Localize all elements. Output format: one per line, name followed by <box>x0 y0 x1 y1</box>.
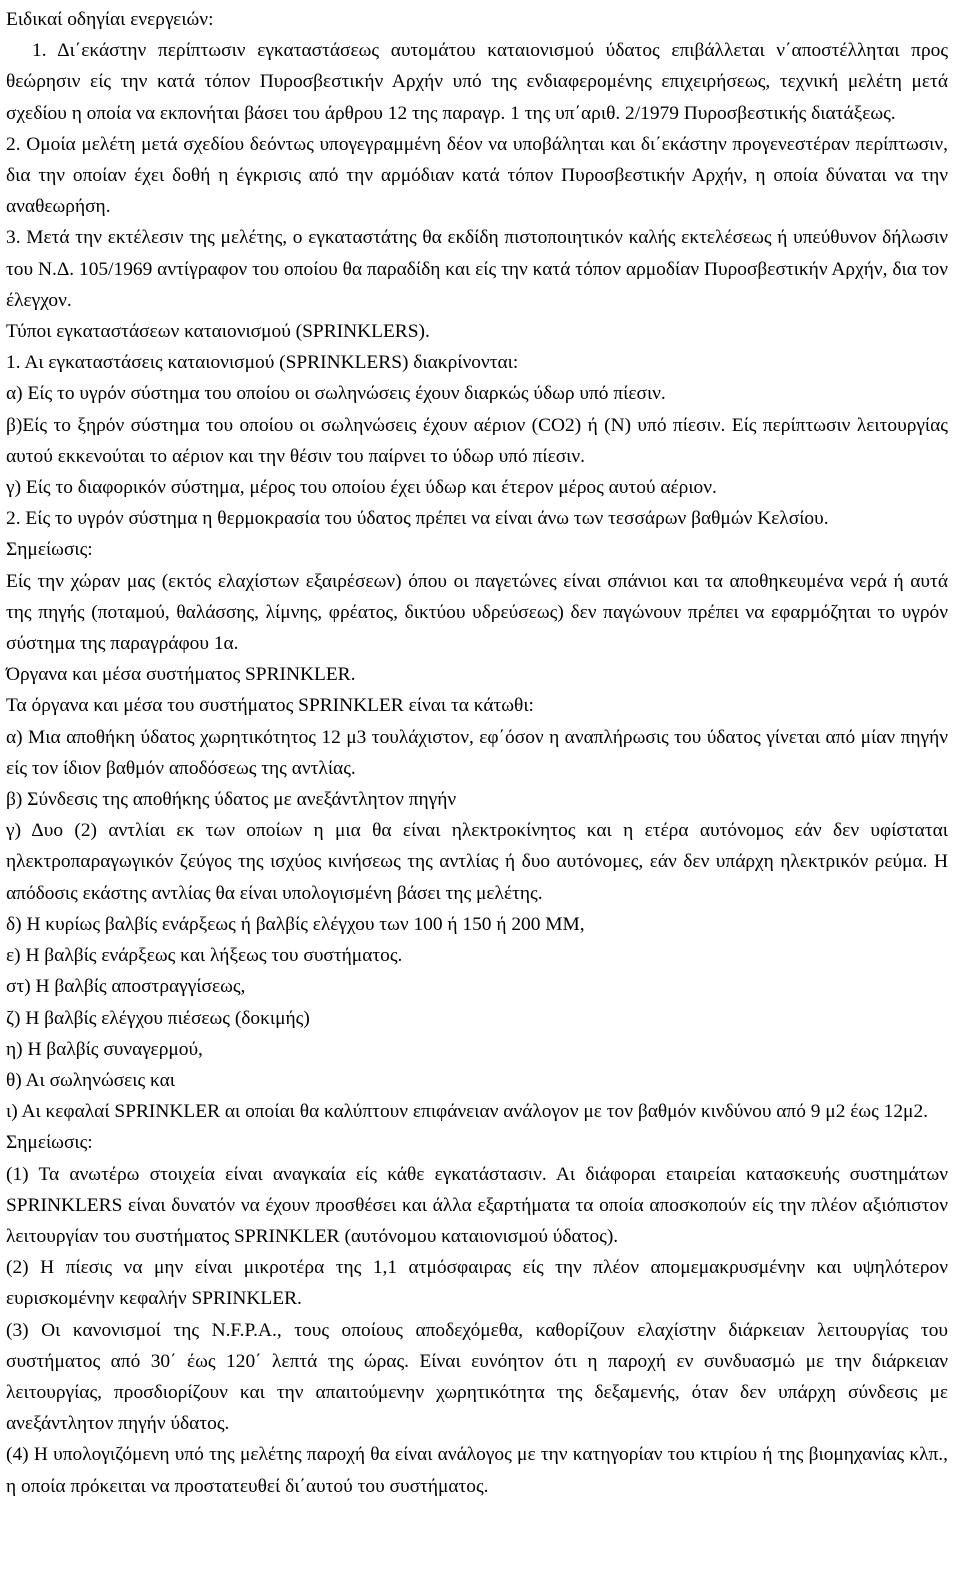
component-water-tank: α) Μια αποθήκη ύδατος χωρητικότητος 12 μ3 τουλάχιστον, εφ΄όσον η αναπλήρωσις του ύδατος γίνεται από μίαν πηγήν είς τον ίδιον βαθμόν αποδόσεως της αντλίας. <box>6 726 948 779</box>
type-wet-system: α) Είς το υγρόν σύστημα του οποίου οι σωληνώσεις έχουν διαρκώς ύδωρ υπό πίεσιν. <box>6 383 666 405</box>
component-drain-valve: στ) Η βαλβίς αποστραγγίσεως, <box>6 976 246 998</box>
note-4: (4) Η υπολογιζόμενη υπό της μελέτης παροχή θα είναι ανάλογος με την κατηγορίαν του κτιρίου ή της βιομηχανίας κλπ., η οποία πρόκειται να προστατευθεί δι΄αυτού του συστήματος. <box>6 1444 948 1497</box>
note-climate: Είς την χώραν μας (εκτός ελαχίστων εξαιρέσεων) όπου οι παγετώνες είναι σπάνιοι και τα αποθηκευμένα νερά ή αυτά της πηγής (ποταμού, θαλάσσης, λίμνης, φρέατος, δικτύου υδρεύσεως) δεν παγώνουν πρέπει να εφαρμόζηται το υγρόν σύστημα της παραγράφου 1α. <box>6 570 948 655</box>
component-tank-connection: β) Σύνδεσις της αποθήκης ύδατος με ανεξάντλητον πηγήν <box>6 789 457 811</box>
component-start-stop-valve: ε) Η βαλβίς ενάρξεως και λήξεως του συστήματος. <box>6 945 403 967</box>
notes-heading: Σημείωσις: <box>6 1132 93 1154</box>
component-main-valve: δ) Η κυρίως βαλβίς ενάρξεως ή βαλβίς ελέγχου των 100 ή 150 ή 200 ΜΜ, <box>6 913 585 935</box>
components-intro: Τα όργανα και μέσα του συστήματος SPRINKLER είναι τα κάτωθι: <box>6 695 534 717</box>
note-2: (2) Η πίεσις να μην είναι μικροτέρα της 1,1 ατμόσφαιρας είς την πλέον απομεμακρυσμένην και υψηλότερον ευρισκομένην κεφαλήν SPRINKLER. <box>6 1257 948 1310</box>
instruction-2: 2. Ομοία μελέτη μετά σχεδίου δεόντως υπογεγραμμένη δέον να υποβάληται και δι΄εκάστην προγενεστέραν περίπτωσιν, δια την οποίαν έχει δοθή η έγκρισις από την αρμόδιαν κατά τόπον Πυροσβεστικήν Αρχήν, η οποία δύναται να την αναθεωρήση. <box>6 133 948 218</box>
types-intro: 1. Αι εγκαταστάσεις καταιονισμού (SPRINKLERS) διακρίνονται: <box>6 352 519 374</box>
type-differential-system: γ) Είς το διαφορικόν σύστημα, μέρος του οποίου έχει ύδωρ και έτερον μέρος αυτού αέριον. <box>6 477 717 499</box>
heading-special-instructions: Ειδικαί οδηγίαι ενεργειών: <box>6 9 214 30</box>
component-sprinkler-heads: ι) Αι κεφαλαί SPRINKLER αι οποίαι θα καλύπτουν επιφάνειαν ανάλογον με τον βαθμόν κινδύνου από 9 μ2 έως 12μ2. <box>6 1101 929 1123</box>
instruction-3: 3. Μετά την εκτέλεσιν της μελέτης, ο εγκαταστάτης θα εκδίδη πιστοποιητικόν καλής εκτελέσεως ή υπεύθυνον δήλωσιν του Ν.Δ. 105/1969 αντίγραφον του οποίου θα παραδίδη και είς την κατά τόπον αρμοδίαν Πυροσβεστικήν Αρχήν, δια τον έλεγχον. <box>6 227 948 311</box>
component-pumps: γ) Δυο (2) αντλίαι εκ των οποίων η μια θα είναι ηλεκτροκίνητος και η ετέρα αυτόνομος εάν δεν υφίσταται ηλεκτροπαραγωγικόν ζεύγος της ισχύος κινήσεως της αντλίας ή δυο αυτόνομες, εάν δεν υπάρχη ηλεκτρικόν ρεύμα. Η απόδοσις εκάστης αντλίας θα είναι υπολογισμένη βάσει της μελέτης. <box>6 820 948 904</box>
note-1: (1) Τα ανωτέρω στοιχεία είναι αναγκαία είς κάθε εγκατάστασιν. Αι διάφοραι εταιρείαι κατασκευής συστημάτων SPRINKLERS είναι δυνατόν να έχουν προσθέσει και άλλα εξαρτήματα τα οποία αποσκοπούν είς την πλέον αξιόπιστον λειτουργίαν του συστήματος SPRINKLER (αυτόνομου καταιονισμού ύδατος). <box>6 1163 948 1247</box>
wet-system-temperature: 2. Είς το υγρόν σύστημα η θερμοκρασία του ύδατος πρέπει να είναι άνω των τεσσάρων βαθμών Κελσίου. <box>6 508 829 530</box>
note-heading: Σημείωσις: <box>6 539 93 561</box>
component-piping: θ) Αι σωληνώσεις και <box>6 1069 176 1091</box>
type-dry-system: β)Είς το ξηρόν σύστημα του οποίου οι σωληνώσεις έχουν αέριον (CO2) ή (N) υπό πίεσιν. Είς περίπτωσιν λειτουργίας αυτού εκκενούται το αέριον και την θέσιν του παίρνει το ύδωρ υπό πίεσιν. <box>6 414 948 467</box>
instruction-1: 1. Δι΄εκάστην περίπτωσιν εγκαταστάσεως αυτομάτου καταιονισμού ύδατος επιβάλλεται ν΄αποστέλληται προς θεώρησιν είς την κατά τόπον Πυροσβεστικήν Αρχήν υπό της ενδιαφερομένης επιχειρήσεως, τεχνική μελέτη μετά σχεδίου η οποία να εκπονήται βάσει του άρθρου 12 της παραγρ. 1 της υπ΄αριθ. 2/1979 Πυροσβεστικής διατάξεως. <box>6 40 948 124</box>
component-alarm-valve: η) Η βαλβίς συναγερμού, <box>6 1038 203 1060</box>
heading-sprinkler-types: Τύποι εγκαταστάσεων καταιονισμού (SPRINKLERS). <box>6 321 430 343</box>
note-3: (3) Οι κανονισμοί της N.F.P.A., τους οποίους αποδεχόμεθα, καθορίζουν ελαχίστην διάρκειαν λειτουργίας του συστήματος από 30΄ έως 120΄ λεπτά της ώρας. Είναι ευνόητον ότι η παροχή εν συνδυασμώ με την διάρκειαν λειτουργίας, προσδιορίζουν και την απαιτούμενην χωρητικότητα της δεξαμενής, όταν δεν υπάρχη σύνδεσις με ανεξάντλητον πηγήν ύδατος. <box>6 1319 948 1435</box>
component-pressure-test-valve: ζ) Η βαλβίς ελέγχου πιέσεως (δοκιμής) <box>6 1007 310 1029</box>
heading-sprinkler-components: Όργανα και μέσα συστήματος SPRINKLER. <box>6 664 356 686</box>
